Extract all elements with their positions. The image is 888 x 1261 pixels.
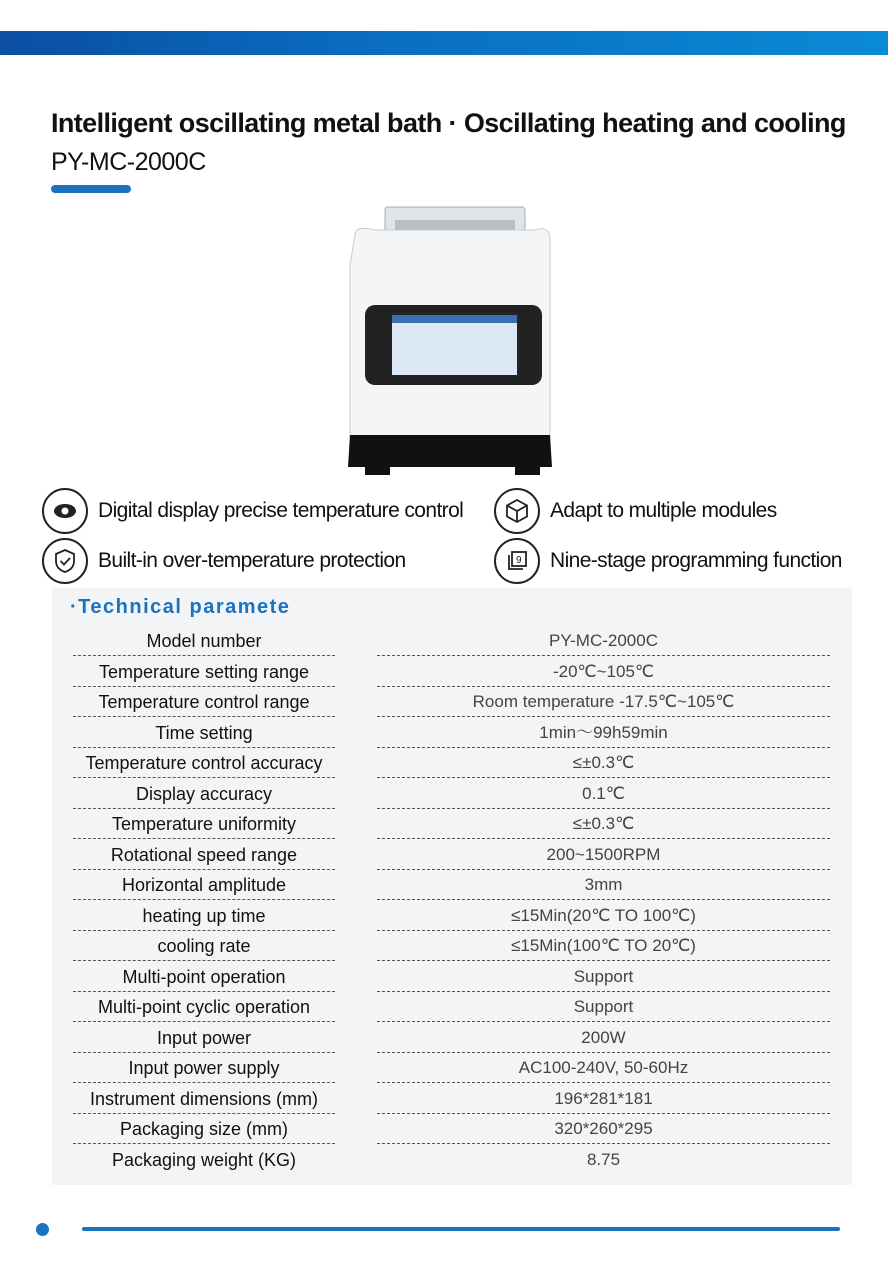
- spec-key: Rotational speed range: [73, 840, 335, 870]
- spec-key: Multi-point cyclic operation: [73, 992, 335, 1022]
- product-image: [345, 205, 557, 477]
- spec-row: [52, 809, 852, 840]
- spec-key: Packaging size (mm): [73, 1114, 335, 1144]
- spec-key: Model number: [73, 626, 335, 656]
- spec-value: 200~1500RPM: [377, 840, 830, 870]
- spec-key: Horizontal amplitude: [73, 870, 335, 900]
- spec-row: [52, 840, 852, 871]
- spec-key: Temperature setting range: [73, 657, 335, 687]
- spec-key: Temperature control range: [73, 687, 335, 717]
- feature-label: Adapt to multiple modules: [550, 499, 777, 522]
- footer-line: [82, 1227, 840, 1231]
- spec-key: Display accuracy: [73, 779, 335, 809]
- spec-value: 8.75: [586, 1149, 621, 1169]
- cube-icon: [494, 488, 540, 534]
- spec-key: Temperature uniformity: [73, 809, 335, 839]
- spec-key: Temperature control accuracy: [73, 748, 335, 778]
- spec-value: AC100-240V, 50-60Hz: [377, 1053, 830, 1083]
- spec-row: [52, 1145, 852, 1176]
- spec-value: 3mm: [377, 870, 830, 900]
- spec-value: Support: [377, 992, 830, 1022]
- spec-row: [52, 1114, 852, 1145]
- spec-panel: [52, 588, 852, 1185]
- spec-title: ·Technical paramete: [70, 596, 291, 618]
- spec-row: [52, 870, 852, 901]
- feature-label: Nine-stage programming function: [550, 549, 842, 572]
- spec-row: [52, 626, 852, 657]
- spec-value: 200W: [377, 1023, 830, 1053]
- spec-row: [52, 718, 852, 749]
- spec-row: [52, 992, 852, 1023]
- program-9-icon: [494, 538, 540, 584]
- feature-label: Built-in over-temperature protection: [98, 549, 406, 572]
- spec-row: [52, 1084, 852, 1115]
- spec-row: [52, 657, 852, 688]
- spec-key: Multi-point operation: [73, 962, 335, 992]
- eye-icon: [42, 488, 88, 534]
- spec-value: ≤±0.3℃: [377, 748, 830, 778]
- spec-key: Input power: [73, 1023, 335, 1053]
- page-title: Intelligent oscillating metal bath · Oscillating heating and cooling: [51, 108, 846, 138]
- spec-row: [52, 687, 852, 718]
- spec-value: 1min～99h59min: [377, 718, 830, 748]
- spec-value: PY-MC-2000C: [377, 626, 830, 656]
- footer-dot: [36, 1223, 49, 1236]
- spec-row: [52, 931, 852, 962]
- header-banner: [0, 31, 888, 55]
- feature-item: [494, 488, 777, 534]
- spec-row: [52, 1053, 852, 1084]
- title-accent-bar: [51, 185, 131, 193]
- spec-value: ≤±0.3℃: [377, 809, 830, 839]
- spec-key: heating up time: [73, 901, 335, 931]
- spec-key: Instrument dimensions (mm): [73, 1084, 335, 1114]
- feature-item: [42, 488, 463, 534]
- spec-key: Time setting: [73, 718, 335, 748]
- spec-value: 196*281*181: [377, 1084, 830, 1114]
- spec-key: cooling rate: [73, 931, 335, 961]
- shield-check-icon: [42, 538, 88, 584]
- spec-row: [52, 901, 852, 932]
- spec-value: Room temperature -17.5℃~105℃: [377, 687, 830, 717]
- spec-row: [52, 962, 852, 993]
- feature-item: [42, 538, 406, 584]
- svg-text:9: 9: [516, 555, 521, 566]
- spec-value: 0.1℃: [377, 779, 830, 809]
- spec-value: ≤15Min(20℃ TO 100℃): [377, 901, 830, 931]
- spec-value: -20℃~105℃: [377, 657, 830, 687]
- spec-row: [52, 1023, 852, 1054]
- spec-value: ≤15Min(100℃ TO 20℃): [377, 931, 830, 961]
- spec-row: [52, 779, 852, 810]
- feature-label: Digital display precise temperature control: [98, 499, 464, 522]
- spec-value: Support: [377, 962, 830, 992]
- feature-item: [494, 538, 842, 584]
- spec-value: 320*260*295: [377, 1114, 830, 1144]
- spec-key: Input power supply: [73, 1053, 335, 1083]
- model-subtitle: PY-MC-2000C: [51, 148, 206, 176]
- spec-key: Packaging weight (KG): [111, 1149, 297, 1170]
- spec-row: [52, 748, 852, 779]
